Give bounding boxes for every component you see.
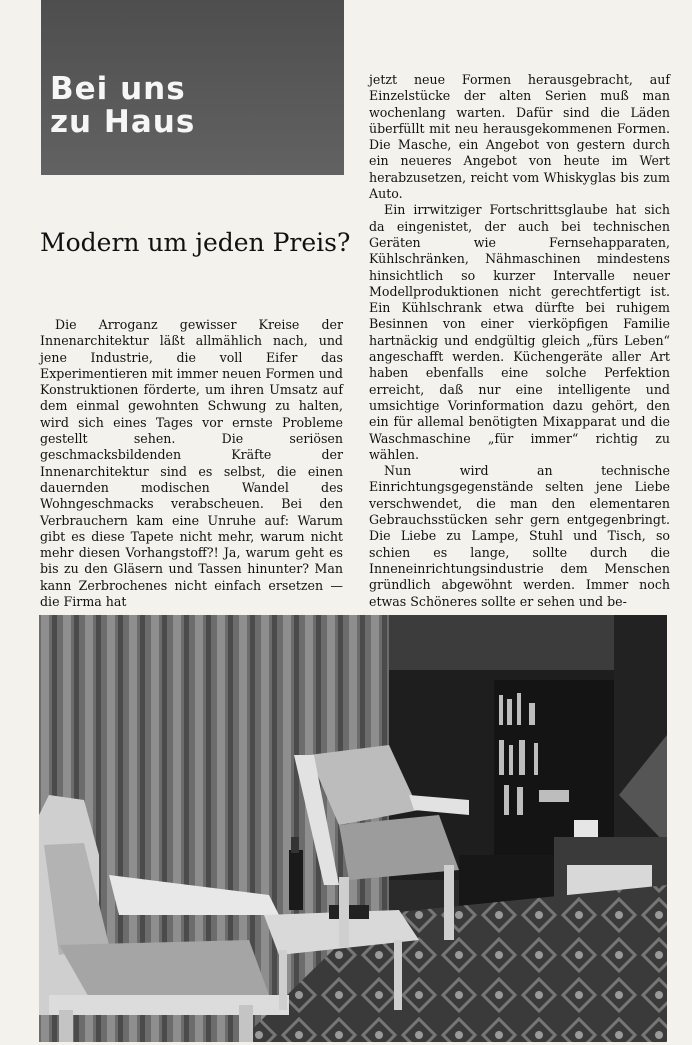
- living-room-photo: [39, 615, 667, 1042]
- article-headline: Modern um jeden Preis?: [40, 228, 351, 257]
- photo-illustration: [39, 615, 667, 1042]
- paragraph: jetzt neue Formen herausgebracht, auf Einzelstücke der alten Serien muß man wochenlang warten. Dafür sind die Läden überfüllt mit neu herausgekommenen Formen. Die Masche, ein Angebot von gestern durch ein neueres Angebot von heute im Wert herabzusetzen, reicht vom Whiskyglas bis zum Auto.: [369, 72, 670, 202]
- left-column: [40, 317, 343, 610]
- paragraph: Ein irrwitziger Fortschrittsglaube hat sich da eingenistet, der auch bei technischen Geräten wie Fernsehapparaten, Kühlschränken, Nähmaschinen mindestens hinsichtlich so kurzer Intervalle neuer Modellproduktionen nicht gerechtfertigt ist. Ein Kühlschrank etwa dürfte bei ruhigem Besinnen von einer vierköpfigen Familie hartnäckig und endgültig gleich „fürs Leben“ angeschafft werden. Küchengeräte aller Art haben ebenfalls eine solche Perfektion erreicht, daß nur eine intelligente und umsichtige Vorinformation dazu gehört, den ein für allemal benötigten Mixapparat und die Waschmaschine „für immer“ richtig zu wählen.: [369, 202, 670, 462]
- rubric-title: Bei uns zu Haus: [50, 71, 196, 140]
- paragraph: Nun wird an technische Einrichtungsgegenstände selten jene Liebe verschwendet, die man den elementaren Gebrauchsstücken sehr gern entgegenbringt. Die Liebe zu Lampe, Stuhl und Tisch, so schien es lange, sollte durch die Inneneinrichtungsindustrie dem Menschen gründlich abgewöhnt werden. Immer noch etwas Schöneres sollte er sehen und be-: [369, 463, 670, 609]
- right-column: [369, 72, 670, 610]
- paragraph: Die Arroganz gewisser Kreise der Innenarchitektur läßt allmählich nach, und jene Industrie, die voll Eifer das Experimentieren mit immer neuen Formen und Konstruktionen förderte, um ihren Umsatz auf dem einmal gewohnten Schwung zu halten, wird sich eines Tages vor ernste Probleme gestellt sehen. Die seriösen geschmacksbildenden Kräfte der Innenarchitektur sind es selbst, die einen dauernden modischen Wandel des Wohngeschmacks verabscheuen. Bei den Verbrauchern kam eine Unruhe auf: Warum gibt es diese Tapete nicht mehr, warum nicht mehr diesen Vorhangstoff?! Ja, warum geht es bis zu den Gläsern und Tassen hinunter? Man kann Zerbrochenes nicht einfach ersetzen — die Firma hat: [40, 317, 343, 610]
